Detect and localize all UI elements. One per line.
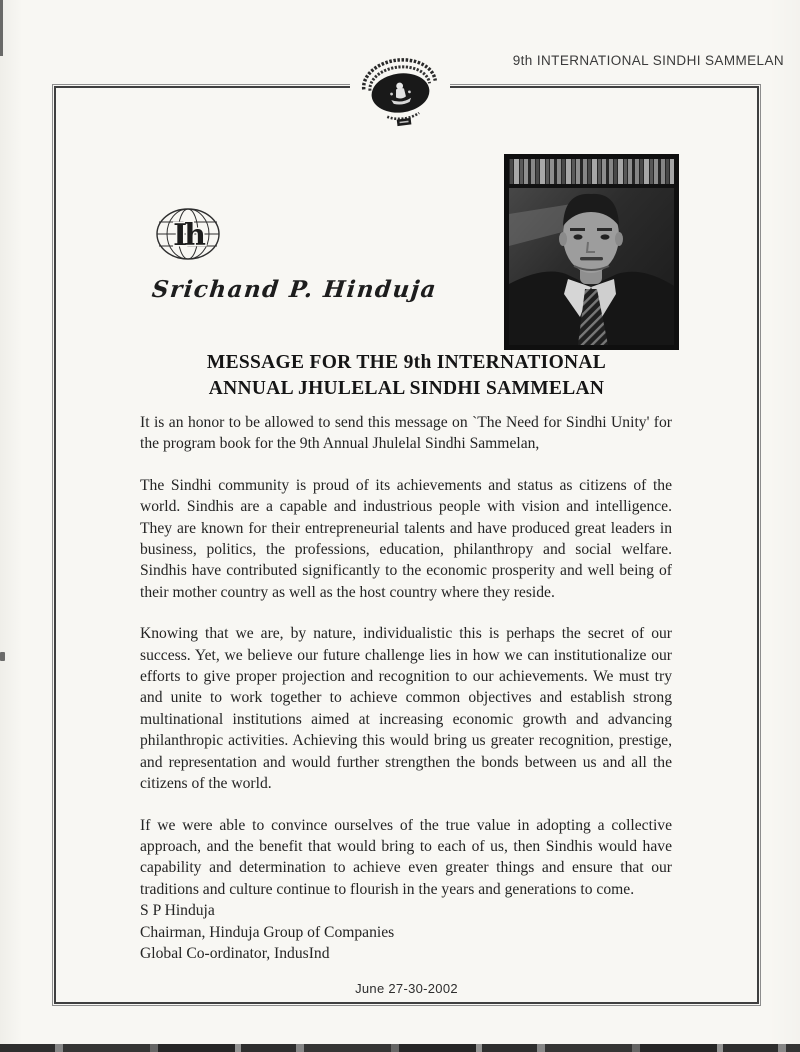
signoff-line: Chairman, Hinduja Group of Companies bbox=[140, 923, 395, 941]
scan-artifact-left-mark bbox=[0, 652, 5, 661]
signoff-block bbox=[140, 900, 672, 964]
message-paragraph: It is an honor to be allowed to send this message on `The Need for Sindhi Unity' for the program book for the 9th Annual Jhulelal Sindhi Sammelan, bbox=[140, 414, 672, 453]
sammelan-seal-icon bbox=[350, 48, 450, 128]
scan-artifact-bottom-edge bbox=[0, 1044, 800, 1052]
page-border-frame-inner bbox=[54, 86, 759, 1004]
message-title bbox=[56, 350, 757, 402]
sammelan-seal-graphic bbox=[352, 49, 448, 127]
signoff-line: S P Hinduja bbox=[140, 902, 215, 920]
page-border-frame bbox=[52, 84, 761, 1006]
page-header-title: 9th INTERNATIONAL SINDHI SAMMELAN bbox=[512, 53, 784, 68]
message-title-line1: MESSAGE FOR THE 9th INTERNATIONAL bbox=[206, 352, 607, 373]
message-paragraph: The Sindhi community is proud of its achievements and status as citizens of the world. Sindhis are a capable and industrious people with vision and intelligence. They are known for their entrepreneurial talents and have produced great leaders in business, politics, the professions, education, philanthropy and social welfare. Sindhis have contributed significantly to the economic prosperity and well being of their mother country as well as the host country where they reside. bbox=[140, 476, 672, 601]
signoff-line: Global Co-ordinator, IndusInd bbox=[140, 944, 330, 962]
portrait-photo bbox=[504, 154, 679, 350]
message-title-line2: ANNUAL JHULELAL SINDHI SAMMELAN bbox=[208, 378, 605, 399]
message-paragraph: If we were able to convince ourselves of the true value in adopting a collective approach, and the benefit that would bring to each of us, then Sindhis would have capability and determination to achieve even greater things and ensure that our traditions and culture continue to flourish in the years and generations to come. bbox=[140, 816, 672, 898]
message-paragraph: Knowing that we are, by nature, individualistic this is perhaps the secret of our success. Yet, we believe our future challenge lies in how we can institutionalize our efforts to give proper projection and recognition to our achievements. We must try and unite to work together to achieve common objectives and establish strong multinational institutions aimed at increasing economic growth and advancing philanthropic activities. Achieving this would bring us greater recognition, prestige, and representation and would further strengthen the bonds between us and all the citizens of the world. bbox=[140, 625, 672, 793]
svg-text:Ih: Ih bbox=[173, 218, 203, 253]
footer-date: June 27-30-2002 bbox=[355, 981, 458, 996]
signatory-signature: Srichand P. Hinduja bbox=[150, 276, 439, 303]
hinduja-globe-logo-icon bbox=[155, 206, 221, 262]
message-body bbox=[140, 412, 672, 964]
scan-artifact-top-left bbox=[0, 0, 3, 56]
